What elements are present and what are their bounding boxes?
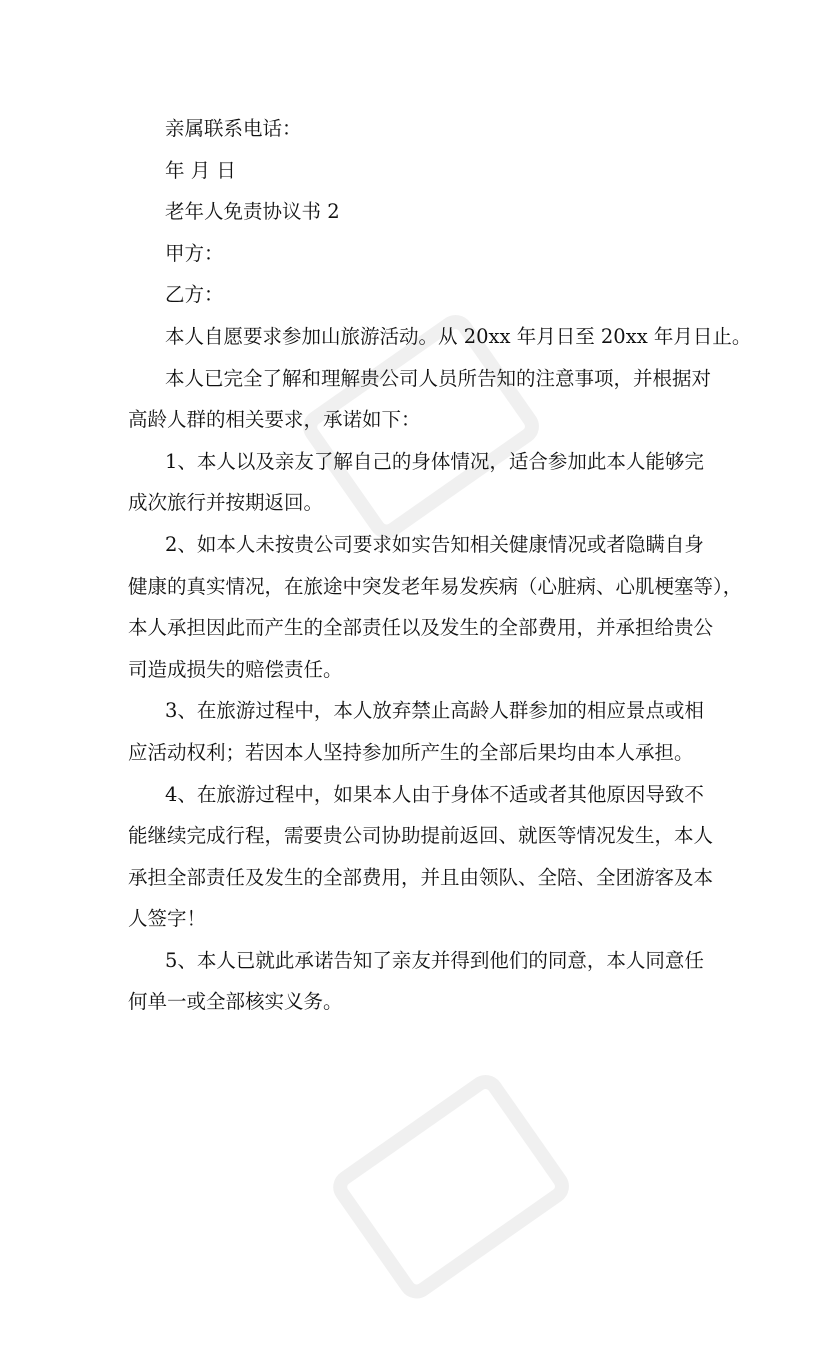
paragraph-item-3	[128, 690, 710, 773]
party-a-label: 甲方：	[165, 241, 224, 265]
paragraph-line: 高龄人群的相关要求，承诺如下：	[128, 408, 421, 432]
party-b-label: 乙方：	[165, 283, 224, 307]
paragraph-line: 3、在旅游过程中，本人放弃禁止高龄人群参加的相应景点或相	[165, 699, 704, 723]
paragraph-line: 本人承担因此而产生的全部责任以及发生的全部费用，并承担给贵公	[128, 616, 714, 640]
paragraph-line: 1、本人以及亲友了解自己的身体情况，适合参加此本人能够完	[165, 449, 704, 473]
paragraph-line: 5、本人已就此承诺告知了亲友并得到他们的同意，本人同意任	[165, 948, 704, 972]
intro-statement: 本人自愿要求参加山旅游活动。从 20xx 年月日至 20xx 年月日止。	[165, 324, 752, 348]
watermark-logo-bottom	[326, 1034, 654, 1346]
paragraph-line: 人签字！	[128, 907, 207, 931]
paragraph-item-1	[128, 441, 710, 524]
paragraph-line: 健康的真实情况，在旅途中突发老年易发疾病（心脏病、心肌梗塞等），	[128, 574, 743, 598]
paragraph-line: 能继续完成行程，需要贵公司协助提前返回、就医等情况发生，本人	[128, 824, 714, 848]
paragraph-line: 应活动权利；若因本人坚持参加所产生的全部后果均由本人承担。	[128, 740, 694, 764]
agreement-title: 老年人免责协议书 2	[165, 200, 340, 224]
paragraph-item-4	[128, 774, 714, 940]
document-body	[128, 108, 752, 1023]
date-line: 年 月 日	[165, 158, 236, 182]
paragraph-acknowledgement	[128, 358, 710, 441]
relative-phone-label: 亲属联系电话：	[165, 117, 302, 140]
paragraph-item-2	[128, 524, 743, 690]
paragraph-item-5	[128, 940, 710, 1023]
paragraph-line: 承担全部责任及发生的全部费用，并且由领队、全陪、全团游客及本	[128, 865, 714, 889]
paragraph-line: 司造成损失的赔偿责任。	[128, 657, 343, 681]
paragraph-line: 何单一或全部核实义务。	[128, 990, 343, 1014]
paragraph-line: 成次旅行并按期返回。	[128, 491, 324, 515]
paragraph-line: 本人已完全了解和理解贵公司人员所告知的注意事项，并根据对	[165, 366, 712, 390]
paragraph-line: 2、如本人未按贵公司要求如实告知相关健康情况或者隐瞒自身	[165, 532, 704, 556]
paragraph-line: 4、在旅游过程中，如果本人由于身体不适或者其他原因导致不	[165, 782, 704, 806]
